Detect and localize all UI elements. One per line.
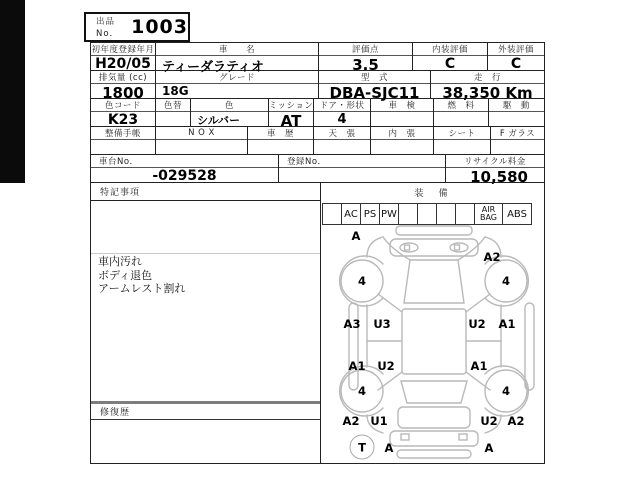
front-glass-value	[491, 140, 544, 154]
damage-code-label: 4	[357, 384, 367, 398]
damage-code-label: U1	[370, 414, 388, 428]
maintenance-book-value	[91, 140, 155, 154]
registration-no-value	[279, 168, 445, 182]
spec-table	[90, 42, 545, 464]
grade-value: 18G	[162, 84, 189, 98]
table-row	[91, 71, 544, 102]
equipment-box: PS	[360, 203, 380, 225]
interior-grade-value: C	[444, 56, 456, 72]
damage-code-label: A1	[470, 359, 488, 373]
fuel-label: 燃 料	[434, 99, 488, 112]
color-code-label: 色コード	[91, 99, 155, 112]
diagram-region	[321, 183, 544, 463]
displacement-label: 排気量 (cc)	[91, 71, 155, 84]
equipment-boxes	[323, 203, 532, 225]
inspection-label: 車 検	[371, 99, 433, 112]
transmission-value: AT	[280, 112, 302, 130]
drive-value	[489, 112, 544, 126]
reg-date-value: H20/05	[95, 56, 151, 72]
lot-number-box	[84, 12, 190, 42]
equipment-box: ABS	[502, 203, 532, 225]
remark-line: アームレスト割れ	[98, 282, 186, 295]
equipment-box: AIR BAG	[474, 203, 503, 225]
table-row	[91, 155, 544, 186]
car-diagram	[320, 224, 545, 464]
door-trim-label: 内 張	[371, 127, 433, 140]
equipment-box	[322, 203, 342, 225]
repair-history-header: 修復歴	[91, 404, 320, 420]
registration-no-label: 登録No．	[279, 155, 445, 168]
damage-code-label: A	[484, 441, 494, 455]
equipment-box: PW	[379, 203, 399, 225]
color-code-value: K23	[107, 112, 139, 128]
recycle-fee-label: リサイクル料金	[446, 155, 544, 168]
interior-grade-label: 内装評価	[413, 43, 487, 56]
remarks-notes	[98, 255, 185, 296]
color-change-label: 色替	[156, 99, 190, 112]
damage-code-label: U2	[480, 414, 498, 428]
score-value: 3.5	[352, 56, 379, 74]
headliner-value	[314, 140, 370, 154]
damage-code-label: U2	[468, 317, 486, 331]
chassis-no-value: -029528	[152, 168, 217, 184]
maintenance-book-label: 整備手帳	[91, 127, 155, 140]
damage-code-label: U3	[373, 317, 391, 331]
reg-date-label: 初年度登録年月	[91, 45, 155, 55]
history-label: 車 歴	[248, 127, 313, 140]
mileage-value: 38,350 Km	[442, 84, 533, 102]
model-code-label: 型 式	[319, 71, 430, 84]
car-outline	[340, 226, 534, 458]
damage-code-label: 4	[357, 274, 367, 288]
grade-label: グレード	[156, 71, 318, 84]
nox-value	[156, 140, 247, 154]
damage-code-label: T	[350, 435, 375, 460]
car-name-value: ティーダラティオ	[162, 60, 264, 75]
door-trim-value	[371, 140, 433, 154]
lot-number-value: 1003	[131, 16, 188, 38]
remark-line: 車内汚れ	[98, 255, 142, 268]
drive-label: 駆 動	[489, 99, 544, 112]
damage-code-label: 4	[501, 384, 511, 398]
chassis-no-label: 車台No．	[91, 155, 278, 168]
remarks-region	[91, 183, 321, 463]
table-row	[91, 43, 544, 75]
nox-label: N O X	[156, 127, 247, 140]
fuel-value	[434, 112, 488, 126]
table-row	[91, 127, 544, 155]
doors-value: 4	[337, 112, 347, 127]
exterior-grade-label: 外装評価	[488, 43, 544, 56]
equipment-box	[398, 203, 418, 225]
history-value	[248, 140, 313, 154]
transmission-label: ミッション	[269, 101, 313, 111]
damage-code-label: A	[384, 441, 394, 455]
damage-code-label: 4	[501, 274, 511, 288]
damage-code-label: A2	[342, 414, 360, 428]
displacement-value: 1800	[102, 84, 144, 102]
damage-code-label: A	[351, 229, 361, 243]
equipment-box: AC	[341, 203, 361, 225]
doors-label: ドア・形状	[314, 99, 370, 112]
model-code-value: DBA-SJC11	[329, 84, 420, 102]
sheet-bottom-area	[91, 183, 544, 463]
seat-value	[434, 140, 490, 154]
damage-code-label: U2	[377, 359, 395, 373]
damage-code-label: A2	[507, 414, 525, 428]
remarks-divider-line	[91, 253, 320, 254]
equipment-box	[417, 203, 437, 225]
lot-number-label: 出品No．	[96, 17, 120, 39]
color-value: シルバー	[197, 114, 240, 127]
color-label: 色	[191, 99, 268, 112]
equipment-box	[455, 203, 475, 225]
car-name-label: 車 名	[156, 43, 318, 56]
damage-code-label: A1	[498, 317, 516, 331]
remark-line: ボディ退色	[98, 268, 153, 282]
table-row	[91, 99, 544, 130]
headliner-label: 天 張	[314, 127, 370, 140]
inspection-value	[371, 112, 433, 126]
seat-label: シート	[434, 127, 490, 140]
remarks-header: 特記事項	[91, 183, 320, 201]
mileage-label: 走 行	[431, 71, 544, 84]
recycle-fee-value: 10,580	[470, 168, 528, 186]
color-change-value	[156, 112, 190, 126]
scan-edge-strip	[0, 0, 25, 183]
equipment-box	[436, 203, 456, 225]
exterior-grade-value: C	[510, 56, 522, 72]
equipment-header: 装 備	[414, 188, 451, 199]
front-glass-label: F ガラス	[491, 127, 544, 140]
damage-code-label: A2	[483, 250, 501, 264]
damage-code-label: A1	[348, 359, 366, 373]
damage-code-label: A3	[343, 317, 361, 331]
score-label: 評価点	[319, 43, 412, 56]
